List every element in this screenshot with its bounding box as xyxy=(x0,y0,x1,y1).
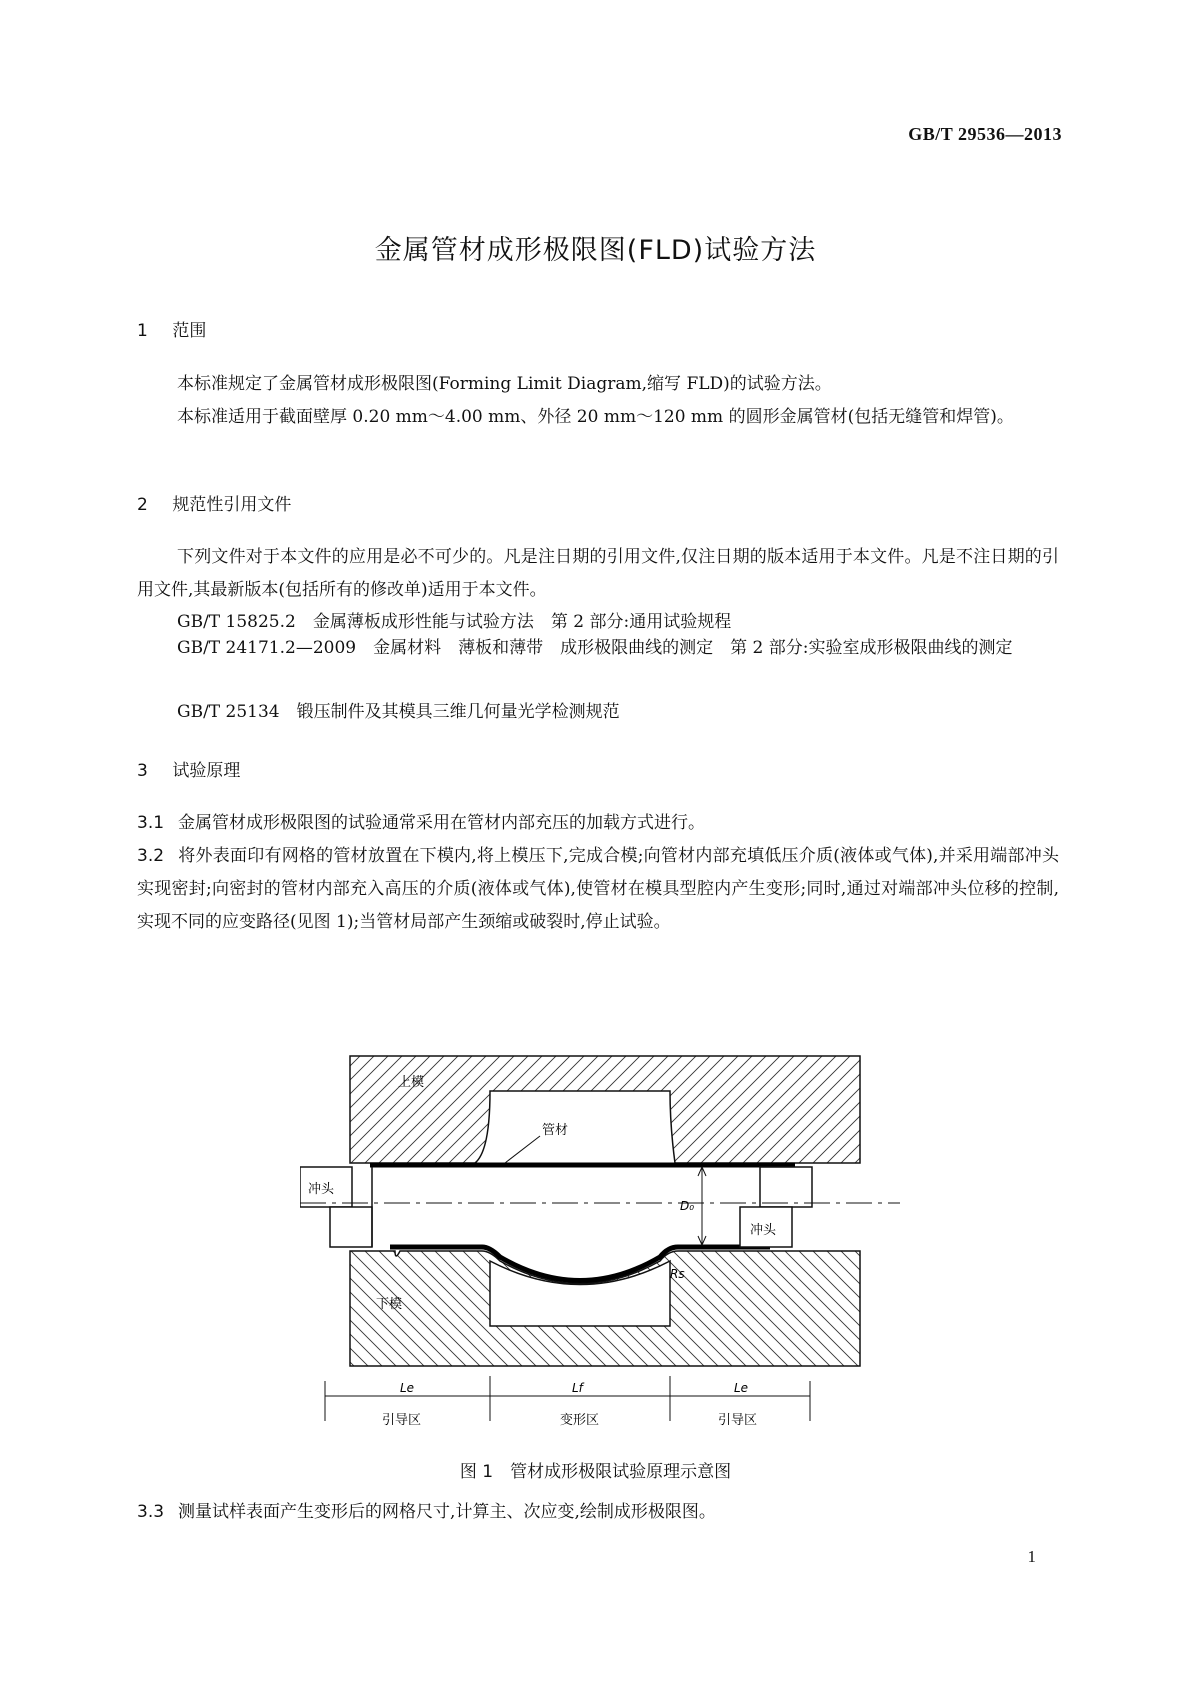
clause-3-1 xyxy=(137,807,1059,840)
label-upper-die: 上模 xyxy=(398,1075,425,1090)
label-punch-right: 冲头 xyxy=(750,1223,777,1238)
section-2-para-1: 下列文件对于本文件的应用是必不可少的。凡是注日期的引用文件,仅注日期的版本适用于本文件。凡是不注日期的引用文件,其最新版本(包括所有的修改单)适用于本文件。 xyxy=(137,547,1059,600)
reference-3: GB/T 25134 锻压制件及其模具三维几何量光学检测规范 xyxy=(177,702,620,722)
clause-3-1-text: 金属管材成形极限图的试验通常采用在管材内部充压的加载方式进行。 xyxy=(178,813,706,833)
section-1-number: 1 xyxy=(137,321,148,341)
section-1-title: 范围 xyxy=(172,321,207,341)
reference-2: GB/T 24171.2—2009 金属材料 薄板和薄带 成形极限曲线的测定 第 2 部分:实验室成形极限曲线的测定 xyxy=(177,638,1013,658)
label-rs: Rs xyxy=(670,1267,685,1281)
label-lf: Lf xyxy=(572,1381,583,1395)
label-le-right: Le xyxy=(734,1381,749,1395)
clause-3-3-number: 3.3 xyxy=(137,1502,165,1522)
clause-3-3-text: 测量试样表面产生变形后的网格尺寸,计算主、次应变,绘制成形极限图。 xyxy=(178,1502,716,1522)
punch-right xyxy=(760,1167,812,1207)
section-3-title: 试验原理 xyxy=(172,761,241,781)
section-1-para-2: 本标准适用于截面壁厚 0.20 mm～4.00 mm、外径 20 mm～120 mm 的圆形金属管材(包括无缝管和焊管)。 xyxy=(177,407,1014,427)
section-1-heading xyxy=(137,316,206,341)
reference-1: GB/T 15825.2 金属薄板成形性能与试验方法 第 2 部分:通用试验规程 xyxy=(177,612,732,632)
label-tube: 管材 xyxy=(542,1123,569,1138)
label-d0: D₀ xyxy=(680,1199,695,1213)
label-lower-die: 下模 xyxy=(376,1297,403,1312)
document-title: 金属管材成形极限图(FLD)试验方法 xyxy=(374,235,817,266)
section-2-number: 2 xyxy=(137,495,148,515)
figure-1-caption: 图 1 管材成形极限试验原理示意图 xyxy=(459,1462,732,1482)
label-le-left: Le xyxy=(400,1381,415,1395)
label-guide-left: 引导区 xyxy=(382,1413,422,1428)
clause-3-1-number: 3.1 xyxy=(137,813,165,833)
page-number: 1 xyxy=(1027,1547,1036,1566)
clause-3-2-number: 3.2 xyxy=(137,846,165,866)
label-punch-left: 冲头 xyxy=(308,1182,335,1197)
label-guide-right: 引导区 xyxy=(718,1413,758,1428)
upper-die xyxy=(350,1056,860,1163)
clause-3-3 xyxy=(137,1496,1059,1529)
standard-code: GB/T 29536—2013 xyxy=(908,124,1062,144)
figure-1-diagram xyxy=(300,1046,900,1436)
label-deform: 变形区 xyxy=(560,1413,600,1428)
section-2-title: 规范性引用文件 xyxy=(172,495,292,515)
clause-3-2 xyxy=(137,840,1059,939)
section-3-heading xyxy=(137,756,240,781)
section-3-number: 3 xyxy=(137,761,148,781)
section-2-heading xyxy=(137,490,291,515)
section-1-para-1: 本标准规定了金属管材成形极限图(Forming Limit Diagram,缩写 FLD)的试验方法。 xyxy=(177,374,832,394)
clause-3-2-text: 将外表面印有网格的管材放置在下模内,将上模压下,完成合模;向管材内部充填低压介质(液体或气体),并采用端部冲头实现密封;向密封的管材内部充入高压的介质(液体或气体),使管材在模具型腔内产生变形;同时,通过对端部冲头位移的控制,实现不同的应变路径(见图 1);当管材局部产生颈缩或破裂时,停止试验。 xyxy=(137,846,1059,932)
